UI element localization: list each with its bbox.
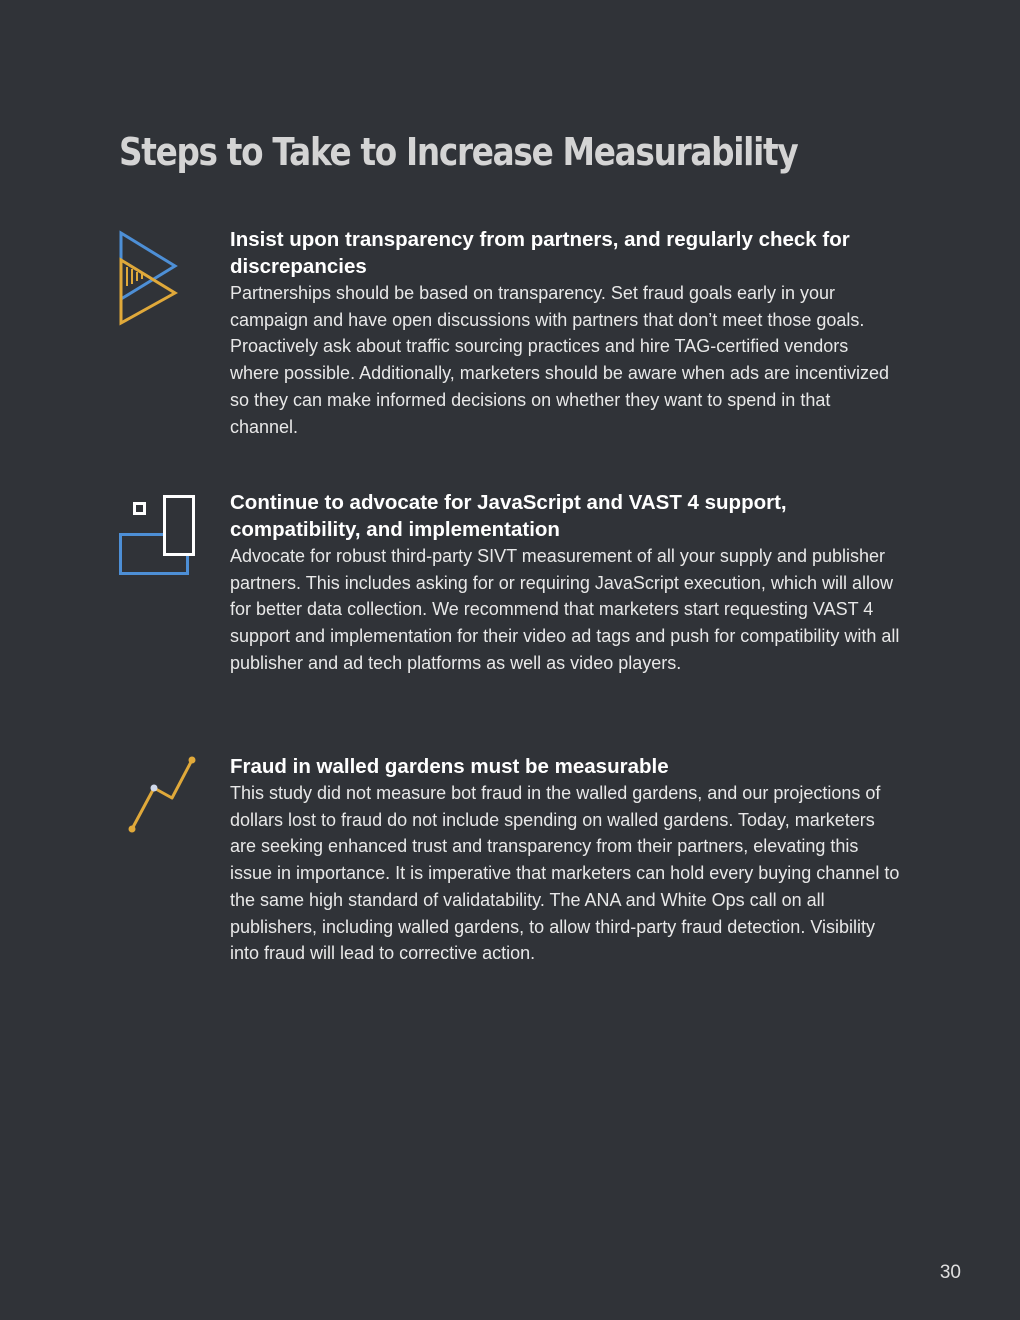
step-heading: Insist upon transparency from partners, and regularly check for discrepancies <box>230 228 850 278</box>
page-number: 30 <box>939 1262 961 1283</box>
step-body: Advocate for robust third-party SIVT measurement of all your supply and publisher partners. This includes asking for or requiring JavaScript execution, which will allow for better data collection. We recommend that marketers start requesting VAST 4 support and implementation for their video ad tags and push for compatibility with all publisher and ad tech platforms as well as video players. <box>230 546 900 673</box>
page-title: Steps to Take to Increase Measurability <box>119 130 798 174</box>
step-body: This study did not measure bot fraud in the walled gardens, and our projections of dollars lost to fraud do not include spending on walled gardens. Today, marketers are seeking enhanced trust and transparency from their partners, elevating this issue in importance. It is imperative that marketers can hold every buying channel to the same high standard of validatability. The ANA and White Ops call on all publishers, including walled gardens, to allow third-party fraud detection. Visibility into fraud will lead to corrective action. <box>230 783 900 964</box>
step-body: Partnerships should be based on transparency. Set fraud goals early in your campaign and have open discussions with partners that don’t meet those goals. Proactively ask about traffic sourcing practices and hire TAG-certified vendors where possible. Additionally, marketers should be aware when ads are incentivized so they can make informed decisions on whether they want to spend in that channel. <box>230 283 890 437</box>
play-triangles-icon <box>116 230 182 331</box>
step-heading: Continue to advocate for JavaScript and VAST 4 support, compatibility, and implementation <box>230 491 787 541</box>
trend-line-icon <box>116 753 200 842</box>
ad-frames-icon <box>116 492 200 585</box>
step-heading: Fraud in walled gardens must be measurable <box>230 755 669 778</box>
